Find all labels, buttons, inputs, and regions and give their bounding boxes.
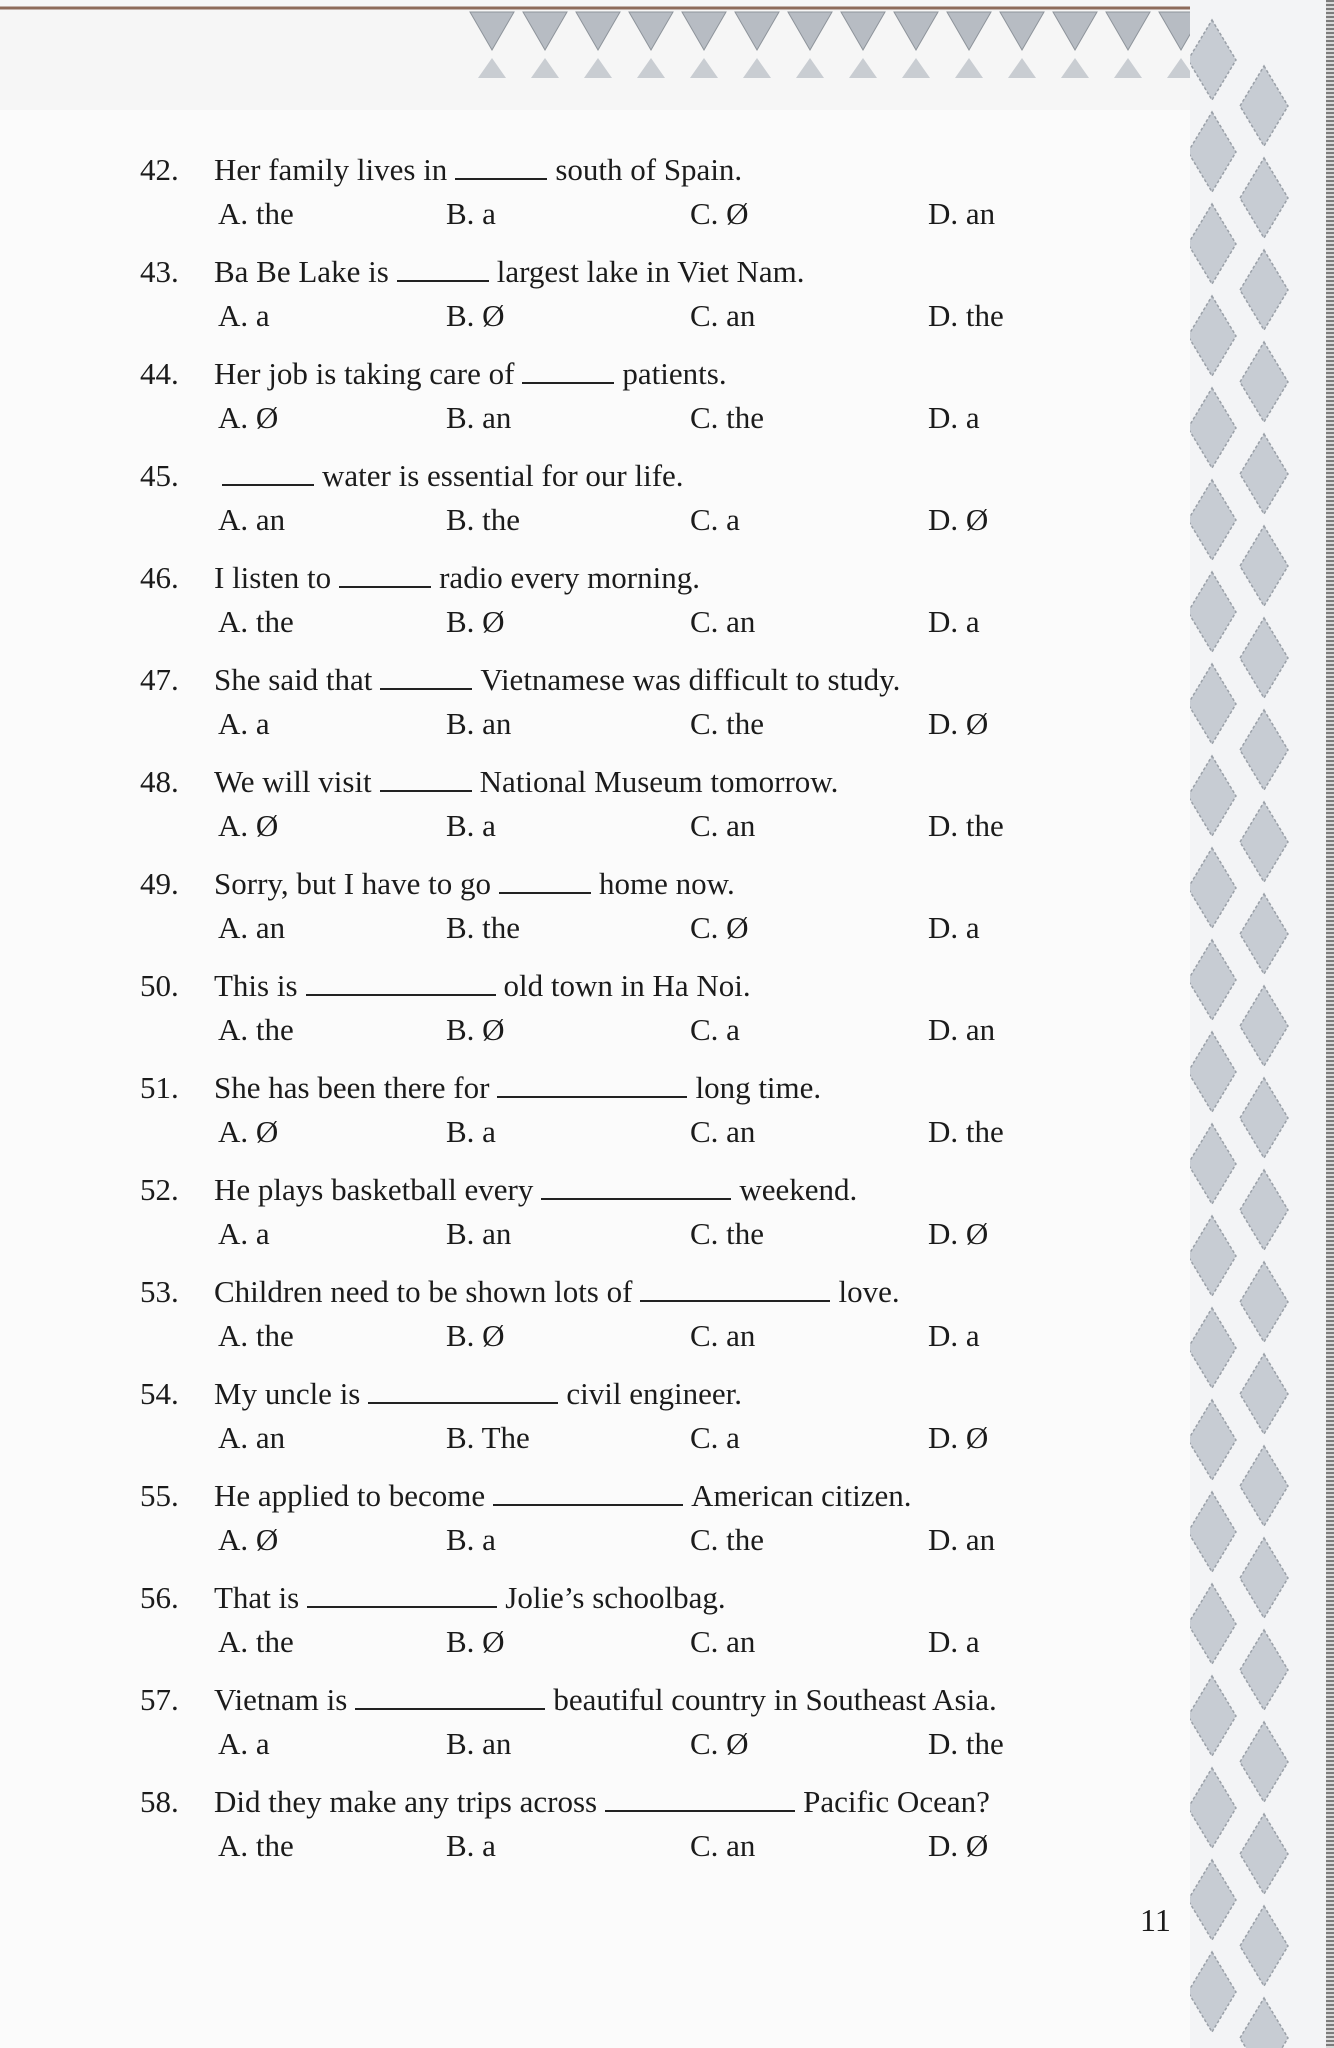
question-text-before-blank: He plays basketball every	[214, 1172, 534, 1207]
option-c: C. an	[690, 1114, 756, 1149]
question-text-after-blank: National Museum tomorrow.	[479, 764, 839, 799]
question-text-after-blank: largest lake in Viet Nam.	[496, 254, 805, 289]
question-text-before-blank: He applied to become	[214, 1478, 486, 1513]
question-text-before-blank: She has been there for	[214, 1070, 490, 1105]
question-number: 50.	[140, 968, 179, 1003]
question-text-after-blank: home now.	[598, 866, 735, 901]
border-diamond-shape	[1190, 1216, 1236, 1296]
border-diamond-shape	[1240, 1354, 1288, 1434]
question-item	[140, 1168, 1150, 1270]
option-c: C. a	[690, 1012, 740, 1047]
option-a: A. the	[218, 1828, 294, 1863]
question-number: 56.	[140, 1580, 179, 1615]
option-a: A. an	[218, 1420, 286, 1455]
option-c: C. an	[690, 298, 756, 333]
question-text-after-blank: Pacific Ocean?	[803, 1784, 990, 1819]
answer-blank	[640, 1276, 830, 1302]
answer-blank	[397, 256, 489, 282]
option-a: A. the	[218, 604, 294, 639]
question-item	[140, 1066, 1150, 1168]
question-text	[140, 1474, 1180, 1518]
option-d: D. Ø	[928, 706, 989, 741]
question-item	[140, 148, 1150, 250]
option-b: B. Ø	[446, 1318, 505, 1353]
question-item	[140, 658, 1150, 760]
option-a: A. the	[218, 1012, 294, 1047]
option-c: C. Ø	[690, 196, 749, 231]
option-b: B. Ø	[446, 1012, 505, 1047]
answer-blank	[339, 562, 431, 588]
answer-blank	[455, 154, 547, 180]
answer-options	[218, 1008, 1138, 1052]
option-b: B. an	[446, 1726, 512, 1761]
answer-options	[218, 600, 1138, 644]
question-item	[140, 352, 1150, 454]
question-item	[140, 964, 1150, 1066]
answer-options	[218, 1314, 1138, 1358]
option-b: B. an	[446, 706, 512, 741]
border-diamond-shape	[1240, 986, 1288, 1066]
question-text	[140, 250, 1180, 294]
border-diamond-shape	[1190, 388, 1236, 468]
question-text	[140, 148, 1180, 192]
border-diamond-shape	[1190, 204, 1236, 284]
question-number: 47.	[140, 662, 179, 697]
option-b: B. a	[446, 196, 496, 231]
answer-options	[218, 1416, 1138, 1460]
option-c: C. an	[690, 1318, 756, 1353]
question-number: 49.	[140, 866, 179, 901]
question-text	[140, 1168, 1180, 1212]
border-diamond-shape	[1240, 250, 1288, 330]
answer-blank	[222, 460, 314, 486]
question-item	[140, 1678, 1150, 1780]
option-c: C. the	[690, 400, 765, 435]
question-text-after-blank: love.	[838, 1274, 900, 1309]
option-d: D. a	[928, 400, 980, 435]
question-number: 57.	[140, 1682, 179, 1717]
question-item	[140, 250, 1150, 352]
answer-options	[218, 1824, 1138, 1868]
question-text-before-blank: This is	[214, 968, 298, 1003]
border-diamond-shape	[1190, 1860, 1236, 1940]
option-a: A. the	[218, 196, 294, 231]
question-text-before-blank: Sorry, but I have to go	[214, 866, 491, 901]
option-b: B. an	[446, 1216, 512, 1251]
question-text-before-blank: Children need to be shown lots of	[214, 1274, 633, 1309]
border-diamond-shape	[1190, 1492, 1236, 1572]
option-c: C. the	[690, 1522, 765, 1557]
answer-options	[218, 498, 1138, 542]
border-diamond-shape	[1190, 20, 1236, 100]
border-diamond-shape	[1240, 1814, 1288, 1894]
option-b: B. a	[446, 808, 496, 843]
answer-options	[218, 1620, 1138, 1664]
option-b: B. Ø	[446, 1624, 505, 1659]
question-text-before-blank: My uncle is	[214, 1376, 361, 1411]
question-text-before-blank: Her family lives in	[214, 152, 448, 187]
border-diamond-shape	[1240, 1630, 1288, 1710]
question-text-after-blank: American citizen.	[691, 1478, 912, 1513]
question-text-after-blank: Jolie’s schoolbag.	[505, 1580, 726, 1615]
question-text-after-blank: south of Spain.	[555, 152, 743, 187]
answer-options	[218, 1110, 1138, 1154]
option-b: B. Ø	[446, 298, 505, 333]
question-list	[140, 148, 1150, 1882]
question-item	[140, 556, 1150, 658]
border-diamond-shape	[1240, 526, 1288, 606]
border-diamond-shape	[1240, 1722, 1288, 1802]
question-text-after-blank: long time.	[695, 1070, 822, 1105]
option-b: B. Ø	[446, 604, 505, 639]
question-text-before-blank: Her job is taking care of	[214, 356, 515, 391]
option-d: D. the	[928, 1114, 1004, 1149]
question-number: 52.	[140, 1172, 179, 1207]
option-b: B. a	[446, 1522, 496, 1557]
question-text-before-blank: We will visit	[214, 764, 372, 799]
question-text-before-blank: Vietnam is	[214, 1682, 348, 1717]
border-diamond-shape	[1240, 342, 1288, 422]
border-diamond-shape	[1240, 158, 1288, 238]
question-text-before-blank: That is	[214, 1580, 300, 1615]
option-b: B. a	[446, 1114, 496, 1149]
question-text	[140, 1270, 1180, 1314]
question-text	[140, 1372, 1180, 1416]
border-diamond-shape	[1190, 480, 1236, 560]
option-a: A. a	[218, 1726, 270, 1761]
question-text-before-blank: Did they make any trips across	[214, 1784, 598, 1819]
option-d: D. an	[928, 196, 996, 231]
option-a: A. Ø	[218, 1522, 279, 1557]
answer-blank	[306, 970, 496, 996]
border-diamond-shape	[1240, 802, 1288, 882]
border-diamond-shape	[1240, 894, 1288, 974]
question-number: 48.	[140, 764, 179, 799]
question-item	[140, 760, 1150, 862]
answer-options	[218, 1518, 1138, 1562]
question-number: 42.	[140, 152, 179, 187]
border-diamond-shape	[1190, 1032, 1236, 1112]
answer-options	[218, 1212, 1138, 1256]
option-c: C. a	[690, 502, 740, 537]
question-item	[140, 862, 1150, 964]
border-diamond-shape	[1240, 1078, 1288, 1158]
border-diamond-shape	[1190, 1308, 1236, 1388]
option-d: D. a	[928, 604, 980, 639]
option-b: B. an	[446, 400, 512, 435]
answer-options	[218, 804, 1138, 848]
question-item	[140, 1576, 1150, 1678]
question-text	[140, 658, 1180, 702]
option-c: C. Ø	[690, 1726, 749, 1761]
answer-options	[218, 192, 1138, 236]
answer-blank	[522, 358, 614, 384]
option-c: C. an	[690, 808, 756, 843]
question-text	[140, 964, 1180, 1008]
border-diamond-shape	[1190, 1952, 1236, 2032]
question-item	[140, 1372, 1150, 1474]
answer-blank	[307, 1582, 497, 1608]
option-c: C. Ø	[690, 910, 749, 945]
question-text-after-blank: water is essential for our life.	[322, 458, 684, 493]
option-c: C. an	[690, 1828, 756, 1863]
option-b: B. The	[446, 1420, 530, 1455]
answer-blank	[380, 766, 472, 792]
option-d: D. a	[928, 910, 980, 945]
question-text	[140, 1576, 1180, 1620]
option-a: A. Ø	[218, 808, 279, 843]
question-number: 55.	[140, 1478, 179, 1513]
border-diamond-shape	[1190, 848, 1236, 928]
option-d: D. the	[928, 298, 1004, 333]
option-b: B. a	[446, 1828, 496, 1863]
option-a: A. an	[218, 502, 286, 537]
option-c: C. an	[690, 604, 756, 639]
border-diamond-shape	[1190, 572, 1236, 652]
option-d: D. Ø	[928, 1216, 989, 1251]
option-c: C. an	[690, 1624, 756, 1659]
question-item	[140, 454, 1150, 556]
decorative-diamond-border	[1190, 0, 1334, 2048]
border-diamond-shape	[1240, 618, 1288, 698]
answer-blank	[355, 1684, 545, 1710]
question-text-before-blank: Ba Be Lake is	[214, 254, 389, 289]
option-a: A. the	[218, 1624, 294, 1659]
option-c: C. a	[690, 1420, 740, 1455]
question-text-before-blank: She said that	[214, 662, 373, 697]
question-text	[140, 1678, 1180, 1722]
option-a: A. a	[218, 298, 270, 333]
page-number: 11	[1140, 1902, 1171, 1938]
question-text	[140, 454, 1180, 498]
option-a: A. the	[218, 1318, 294, 1353]
question-text	[140, 556, 1180, 600]
option-d: D. Ø	[928, 1420, 989, 1455]
answer-blank	[380, 664, 472, 690]
question-text	[140, 1066, 1180, 1110]
border-diamond-shape	[1190, 664, 1236, 744]
option-c: C. the	[690, 706, 765, 741]
page-binding-edge	[1326, 0, 1334, 2048]
border-diamond-shape	[1240, 1446, 1288, 1526]
border-diamond-shape	[1190, 1768, 1236, 1848]
answer-blank	[499, 868, 591, 894]
question-text-after-blank: beautiful country in Southeast Asia.	[553, 1682, 997, 1717]
answer-options	[218, 906, 1138, 950]
answer-options	[218, 396, 1138, 440]
answer-blank	[368, 1378, 558, 1404]
border-diamond-shape	[1190, 1584, 1236, 1664]
option-c: C. the	[690, 1216, 765, 1251]
question-text-after-blank: Vietnamese was difficult to study.	[480, 662, 901, 697]
question-number: 51.	[140, 1070, 179, 1105]
question-text-after-blank: radio every morning.	[439, 560, 700, 595]
decorative-top-border	[0, 0, 1334, 110]
border-diamond-shape	[1240, 1262, 1288, 1342]
border-diamond-shape	[1190, 1676, 1236, 1756]
question-text	[140, 862, 1180, 906]
option-d: D. an	[928, 1522, 996, 1557]
question-item	[140, 1270, 1150, 1372]
border-diamond-shape	[1240, 1906, 1288, 1986]
answer-options	[218, 702, 1138, 746]
question-text	[140, 1780, 1180, 1824]
question-number: 54.	[140, 1376, 179, 1411]
border-diamond-shape	[1240, 1998, 1288, 2048]
border-diamond-shape	[1240, 1170, 1288, 1250]
border-diamond-shape	[1190, 940, 1236, 1020]
border-diamond-shape	[1190, 112, 1236, 192]
answer-blank	[497, 1072, 687, 1098]
border-diamond-shape	[1190, 756, 1236, 836]
option-d: D. Ø	[928, 502, 989, 537]
answer-options	[218, 1722, 1138, 1766]
border-diamond-shape	[1190, 1124, 1236, 1204]
answer-options	[218, 294, 1138, 338]
question-text-after-blank: patients.	[622, 356, 727, 391]
question-number: 43.	[140, 254, 179, 289]
question-item	[140, 1780, 1150, 1882]
option-d: D. a	[928, 1318, 980, 1353]
answer-blank	[605, 1786, 795, 1812]
option-b: B. the	[446, 910, 521, 945]
option-b: B. the	[446, 502, 521, 537]
question-text-after-blank: weekend.	[739, 1172, 858, 1207]
question-number: 53.	[140, 1274, 179, 1309]
question-number: 58.	[140, 1784, 179, 1819]
option-a: A. a	[218, 706, 270, 741]
question-text	[140, 760, 1180, 804]
question-text-after-blank: civil engineer.	[566, 1376, 742, 1411]
option-a: A. an	[218, 910, 286, 945]
option-d: D. the	[928, 808, 1004, 843]
question-number: 46.	[140, 560, 179, 595]
option-d: D. Ø	[928, 1828, 989, 1863]
option-a: A. a	[218, 1216, 270, 1251]
question-number: 44.	[140, 356, 179, 391]
question-item	[140, 1474, 1150, 1576]
border-diamond-shape	[1190, 1400, 1236, 1480]
option-a: A. Ø	[218, 400, 279, 435]
answer-blank	[493, 1480, 683, 1506]
border-diamond-shape	[1240, 710, 1288, 790]
border-diamond-shape	[1240, 66, 1288, 146]
question-number: 45.	[140, 458, 179, 493]
question-text-after-blank: old town in Ha Noi.	[503, 968, 751, 1003]
answer-blank	[541, 1174, 731, 1200]
border-diamond-shape	[1240, 434, 1288, 514]
option-d: D. a	[928, 1624, 980, 1659]
question-text-before-blank: I listen to	[214, 560, 332, 595]
option-d: D. an	[928, 1012, 996, 1047]
border-diamond-shape	[1190, 296, 1236, 376]
border-diamond-shape	[1240, 1538, 1288, 1618]
question-text	[140, 352, 1180, 396]
option-d: D. the	[928, 1726, 1004, 1761]
option-a: A. Ø	[218, 1114, 279, 1149]
